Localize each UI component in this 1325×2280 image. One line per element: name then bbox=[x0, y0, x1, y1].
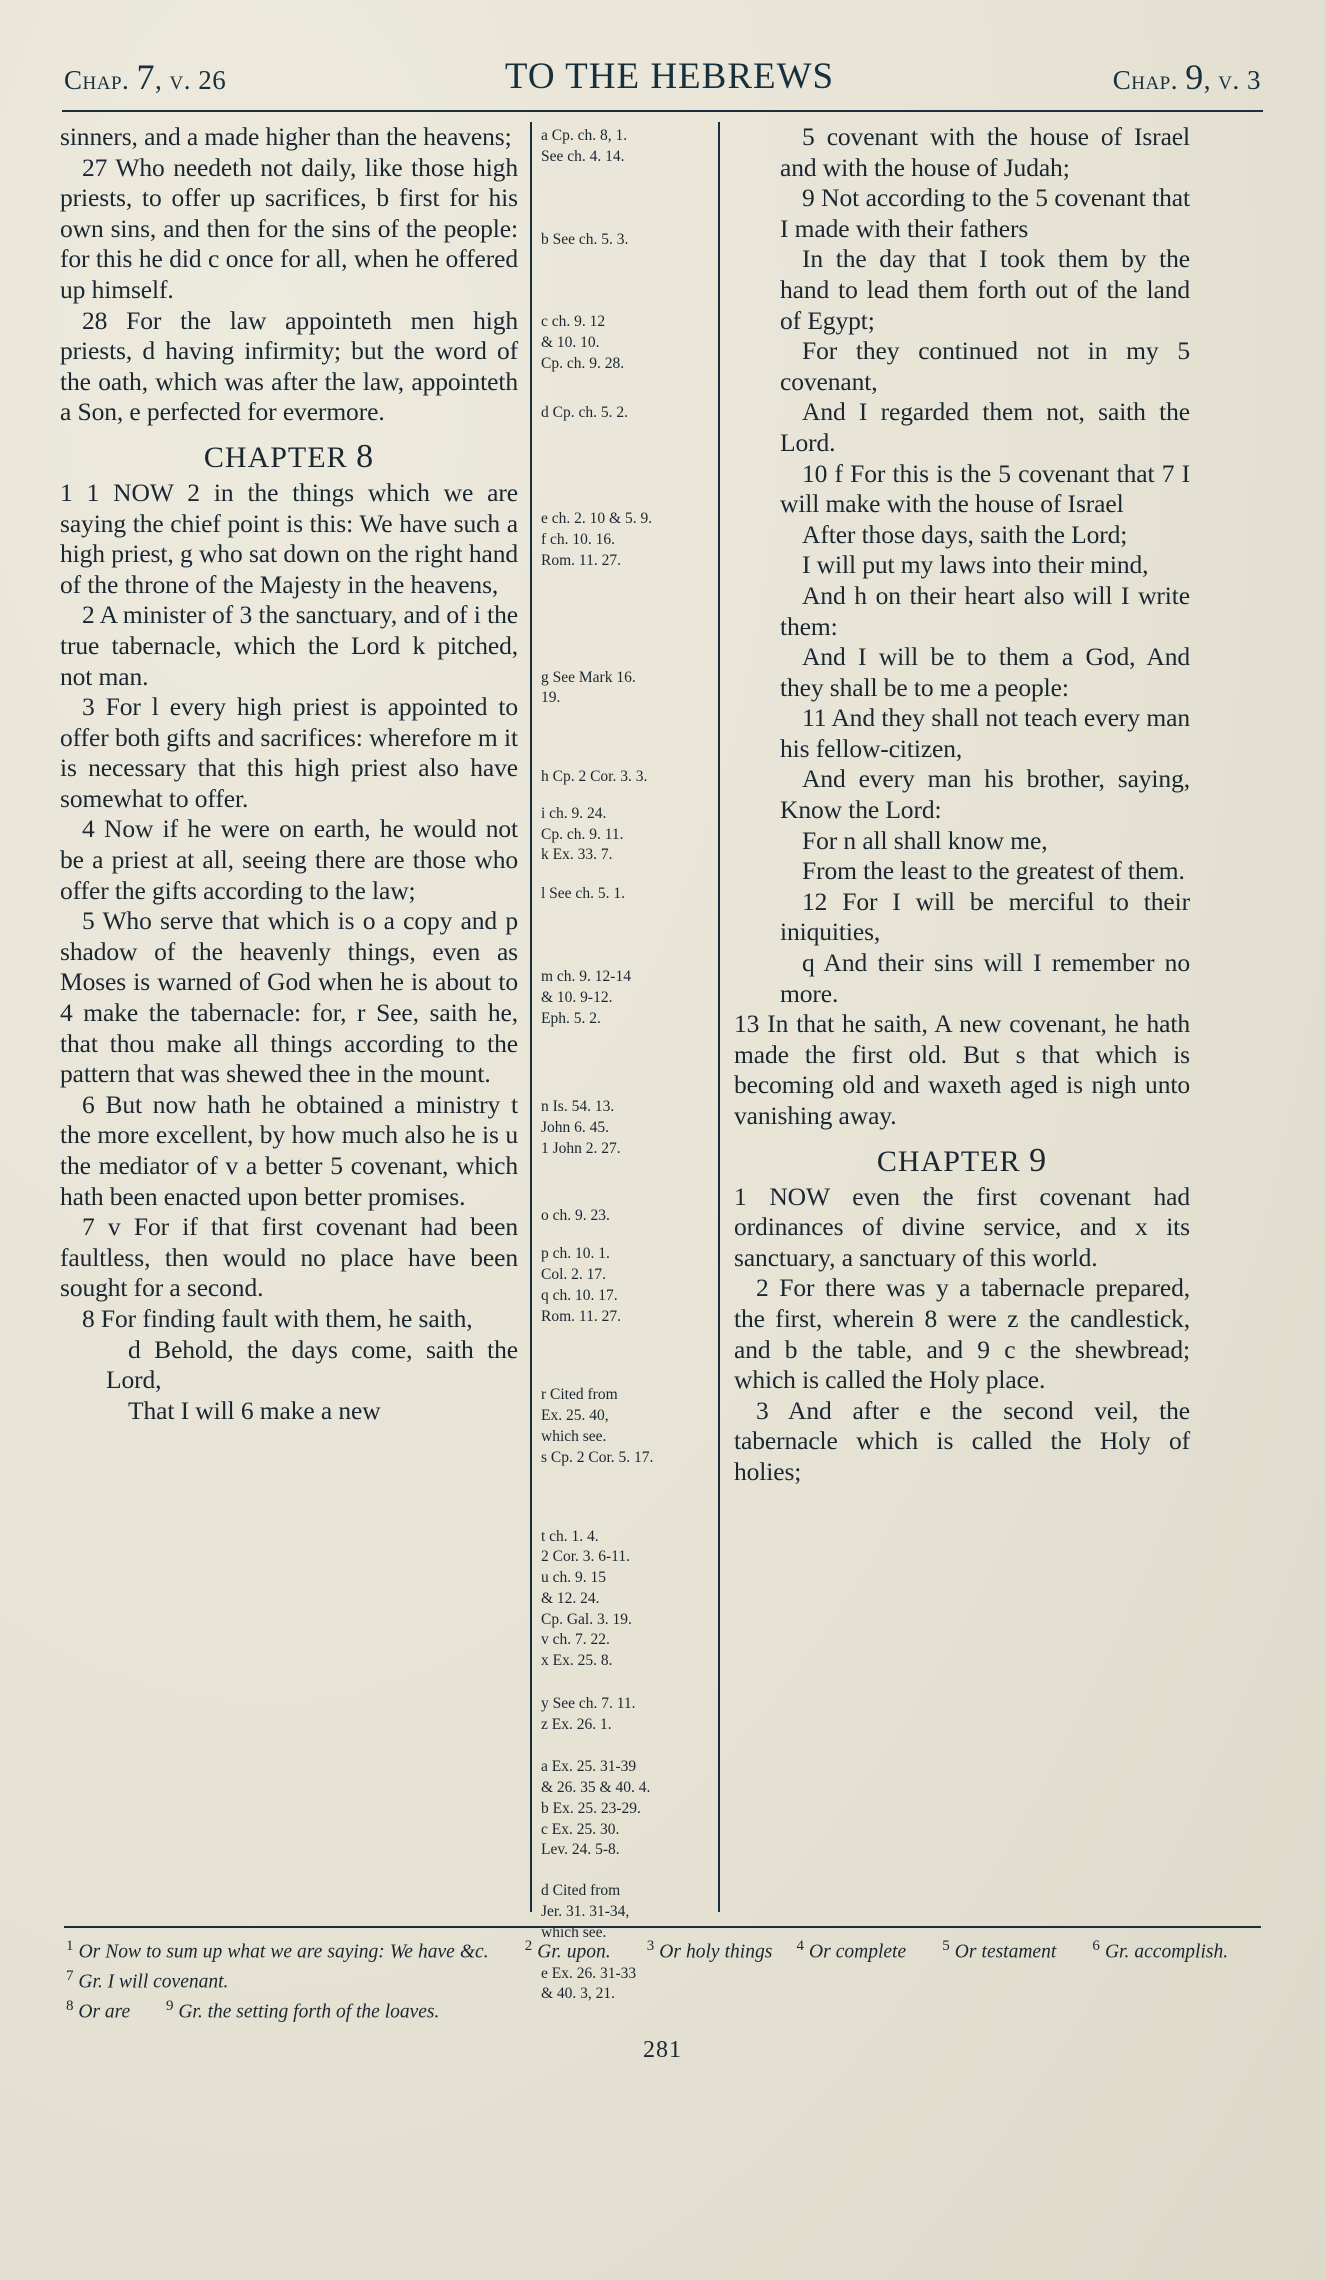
note-line: Rom. 11. 27. bbox=[541, 1307, 621, 1325]
verse-poetry-line: For n all shall know me, bbox=[802, 825, 1048, 855]
note-line: Cp. Gal. 3. 19. bbox=[541, 1610, 632, 1628]
left-text-column bbox=[60, 122, 530, 1912]
note-line: s Cp. 2 Cor. 5. 17. bbox=[541, 1448, 654, 1466]
note-line: b See ch. 5. 3. bbox=[541, 230, 629, 248]
verse-poetry-line: I will put my laws into their mind, bbox=[802, 550, 1149, 580]
note-line: d Cp. ch. 5. 2. bbox=[541, 403, 628, 421]
verse-poetry-line: From the least to the greatest of them. bbox=[802, 856, 1185, 886]
footnote-text: Gr. I will covenant. bbox=[78, 1971, 229, 1993]
verse-poetry-line: d Behold, the days come, saith the Lord, bbox=[106, 1334, 518, 1395]
verse-poetry-line: 9 Not according to the 5 covenant that I made with their fathers bbox=[780, 183, 1190, 243]
verse-poetry-line: q And their sins will I remember no more. bbox=[780, 948, 1190, 1008]
runhead-right-chapter: 9 bbox=[1185, 57, 1204, 97]
running-head-left: Chap. 7, v. 26 bbox=[64, 57, 227, 97]
footnote-mark: 9 bbox=[165, 1997, 174, 2014]
verse-poetry-line: And every man his brother, saying, Know the Lord: bbox=[780, 764, 1190, 825]
note-line: Jer. 31. 31-34, bbox=[541, 1902, 630, 1920]
note-line: Rom. 11. 27. bbox=[541, 551, 621, 569]
note-line: c Ex. 25. 30. bbox=[541, 1820, 620, 1838]
note-line: Ex. 25. 40, bbox=[541, 1407, 609, 1425]
note-line: x Ex. 25. 8. bbox=[541, 1652, 613, 1670]
note-line: John 6. 45. bbox=[541, 1119, 610, 1137]
note-line: z Ex. 26. 1. bbox=[541, 1715, 612, 1733]
chapter-number: 9 bbox=[1029, 1141, 1048, 1179]
note-line: which see. bbox=[541, 1427, 607, 1445]
footnote-text: Gr. the setting forth of the loaves. bbox=[178, 2001, 440, 2023]
verse-paragraph: 4 Now if he were on earth, he would not be a priest at all, seeing there are those who offer the gifts according to the law; bbox=[60, 814, 518, 905]
note-line: t ch. 1. 4. bbox=[541, 1527, 599, 1545]
note-line: y See ch. 7. 11. bbox=[541, 1694, 636, 1712]
note-line: & 10. 9-12. bbox=[541, 988, 613, 1006]
verse-poetry-line: 11 And they shall not teach every man his fellow-citizen, bbox=[780, 703, 1190, 763]
note-line: p ch. 10. 1. bbox=[541, 1245, 610, 1263]
verse-poetry-line: And h on their heart also will I write them: bbox=[780, 580, 1190, 641]
right-text-column bbox=[720, 122, 1190, 1912]
verse-paragraph: 2 For there was y a tabernacle prepared, the first, wherein 8 were z the candlestick, and b the table, and 9 c the shewbread; which is called the Holy place. bbox=[734, 1273, 1190, 1395]
note-line: & 12. 24. bbox=[541, 1589, 600, 1607]
note-line: 2 Cor. 3. 6-11. bbox=[541, 1548, 630, 1566]
footnote-mark: 3 bbox=[646, 1938, 655, 1954]
chapter-label: CHAPTER bbox=[876, 1144, 1021, 1178]
verse-paragraph: 3 For l every high priest is appointed to offer both gifts and sacrifices: wherefore m it is necessary that this high priest also have somewhat to offer. bbox=[60, 692, 518, 813]
verse-paragraph: 1 NOW even the first covenant had ordinances of divine service, and x its sanctuary, a sanctuary of this world. bbox=[734, 1181, 1190, 1272]
note-line: g See Mark 16. bbox=[541, 668, 636, 686]
note-line: Cp. ch. 9. 28. bbox=[541, 354, 625, 372]
note-line: 19. bbox=[541, 689, 561, 707]
note-line: & 10. 10. bbox=[541, 334, 600, 352]
verse-poetry-line: For they continued not in my 5 covenant, bbox=[780, 336, 1190, 396]
chapter-heading-8 bbox=[60, 438, 518, 476]
note-line: m ch. 9. 12-14 bbox=[541, 968, 631, 986]
note-line: & 26. 35 & 40. 4. bbox=[541, 1779, 651, 1797]
footnote-mark: 1 bbox=[66, 1938, 74, 1954]
verse-paragraph: 2 A minister of 3 the sanctuary, and of i the true tabernacle, which the Lord k pitched, not man. bbox=[60, 600, 518, 691]
note-line: Eph. 5. 2. bbox=[541, 1009, 601, 1027]
note-line: & 40. 3, 21. bbox=[541, 1985, 616, 2003]
footnote-text: Or holy things bbox=[659, 1941, 773, 1963]
footnote-mark: 2 bbox=[524, 1938, 533, 1954]
runhead-right-verse: 3 bbox=[1247, 65, 1261, 95]
verse-paragraph: 5 Who serve that which is o a copy and p shadow of the heavenly things, even as Moses is warned of God when he is about to 4 make the tabernacle: for, r See, saith he, that thou make all things according to the pattern that was shewed thee in the mount. bbox=[60, 906, 518, 1089]
footnote-text: Or complete bbox=[809, 1941, 907, 1963]
footnote-mark: 8 bbox=[66, 1997, 74, 2014]
note-line: i ch. 9. 24. bbox=[541, 804, 607, 822]
chapter-opening-text: 1 1 NOW 2 in the things which we are saying the chief point is this: We have such a high priest, g who sat down on the right hand of the throne of the Majesty in the heavens, bbox=[60, 477, 518, 599]
verse-paragraph: 28 For the law appointeth men high priests, d having infirmity; but the word of the oath, which was after the law, appointeth a Son, e perfected for evermore. bbox=[60, 305, 518, 427]
note-line: Col. 2. 17. bbox=[541, 1266, 607, 1284]
note-line: h Cp. 2 Cor. 3. 3. bbox=[541, 768, 648, 786]
note-line: 1 John 2. 27. bbox=[541, 1139, 621, 1157]
running-head bbox=[60, 55, 1265, 104]
note-line: o ch. 9. 23. bbox=[541, 1206, 610, 1224]
verse-paragraph-dropcap bbox=[60, 478, 518, 600]
verse-poetry-line: 12 For I will be merciful to their iniquities, bbox=[780, 886, 1190, 947]
verse-poetry-line: 5 covenant with the house of Israel and with the house of Judah; bbox=[780, 122, 1190, 182]
note-line: a Ex. 25. 31-39 bbox=[541, 1758, 637, 1776]
verse-paragraph: 7 v For if that first covenant had been faultless, then would no place have been sought for a second. bbox=[60, 1212, 518, 1303]
footnote-text: Or testament bbox=[954, 1941, 1057, 1963]
verse-paragraph: 27 Who needeth not daily, like those high priests, to offer up sacrifices, b first for his own sins, and then for the sins of the people: for this he did c once for all, when he offered up himself. bbox=[60, 152, 518, 304]
footnote-text: Or are bbox=[78, 2001, 131, 2023]
runhead-right-prefix: Chap. bbox=[1112, 65, 1179, 95]
note-line: Lev. 24. 5-8. bbox=[541, 1841, 620, 1859]
footnote-mark: 4 bbox=[796, 1938, 804, 1954]
header-rule bbox=[62, 110, 1263, 112]
verse-poetry-line: In the day that I took them by the hand to lead them forth out of the land of Egypt; bbox=[780, 244, 1190, 335]
note-line: l See ch. 5. 1. bbox=[541, 885, 625, 903]
note-line: e ch. 2. 10 & 5. 9. bbox=[541, 510, 653, 528]
footnote-mark: 6 bbox=[1092, 1938, 1100, 1954]
verse-paragraph: 8 For finding fault with them, he saith, bbox=[82, 1303, 473, 1333]
runhead-left-prefix: Chap. bbox=[64, 65, 130, 95]
note-line: b Ex. 25. 23-29. bbox=[541, 1799, 641, 1817]
note-line: k Ex. 33. 7. bbox=[541, 846, 613, 864]
note-line: r Cited from bbox=[541, 1386, 618, 1404]
footnote-text: Gr. accomplish. bbox=[1104, 1941, 1229, 1963]
verse-paragraph: sinners, and a made higher than the heavens; bbox=[60, 122, 512, 151]
note-line: which see. bbox=[541, 1923, 607, 1941]
runhead-right-vmark: v. bbox=[1218, 65, 1240, 95]
runhead-left-vmark: v. bbox=[169, 65, 192, 95]
chapter-heading-9 bbox=[734, 1142, 1190, 1180]
verse-poetry-line: And I will be to them a God, And they shall be to me a people: bbox=[780, 642, 1190, 702]
footnote-mark: 5 bbox=[942, 1938, 950, 1954]
note-line: f ch. 10. 16. bbox=[541, 531, 616, 549]
verse-paragraph: 6 But now hath he obtained a ministry t the more excellent, by how much also he is u the mediator of v a better 5 covenant, which hath been enacted upon better promises. bbox=[60, 1089, 518, 1211]
runhead-left-chapter: 7 bbox=[136, 57, 156, 97]
page-number: 281 bbox=[643, 2037, 682, 2064]
runhead-left-verse: 26 bbox=[198, 65, 227, 95]
verse-poetry-line: After those days, saith the Lord; bbox=[802, 519, 1128, 549]
note-line: Cp. ch. 9. 11. bbox=[541, 825, 624, 843]
note-line: q ch. 10. 17. bbox=[541, 1286, 618, 1304]
note-line: v ch. 7. 22. bbox=[541, 1631, 610, 1649]
verse-poetry-line: 10 f For this is the 5 covenant that 7 I will make with the house of Israel bbox=[780, 458, 1190, 519]
note-line: See ch. 4. 14. bbox=[541, 147, 625, 165]
verse-paragraph: 3 And after e the second veil, the tabernacle which is called the Holy of holies; bbox=[734, 1395, 1190, 1486]
footnote-text: Or Now to sum up what we are saying: We have &c. bbox=[78, 1941, 489, 1963]
footnote-text: Gr. upon. bbox=[537, 1941, 611, 1963]
footnote-mark: 7 bbox=[66, 1967, 74, 1984]
verse-poetry-line: And I regarded them not, saith the Lord. bbox=[780, 397, 1190, 457]
note-line: a Cp. ch. 8, 1. bbox=[541, 127, 628, 144]
running-head-title: TO THE HEBREWS bbox=[504, 56, 835, 97]
verse-paragraph: 13 In that he saith, A new covenant, he hath made the first old. But s that which is becoming old and waxeth aged is nigh unto vanishing away. bbox=[734, 1009, 1190, 1130]
chapter-number: 8 bbox=[356, 437, 375, 475]
verse-poetry-line: That I will 6 make a new bbox=[128, 1395, 381, 1425]
note-line: d Cited from bbox=[541, 1882, 621, 1900]
note-line: n Is. 54. 13. bbox=[541, 1098, 615, 1116]
running-head-right: Chap. 9, v. 3 bbox=[1112, 57, 1261, 97]
note-line: u ch. 9. 15 bbox=[541, 1569, 607, 1587]
note-line: c ch. 9. 12 bbox=[541, 313, 606, 331]
chapter-label: CHAPTER bbox=[203, 440, 348, 474]
note-line: e Ex. 26. 31-33 bbox=[541, 1964, 637, 1982]
